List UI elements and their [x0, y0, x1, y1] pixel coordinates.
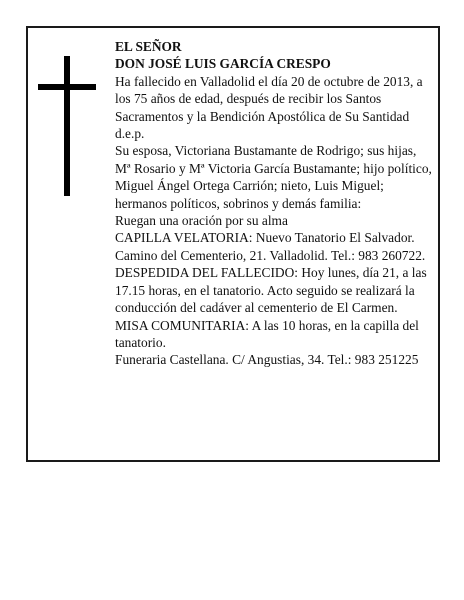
obituary-text	[115, 38, 433, 369]
farewell-paragraph: DESPEDIDA DEL FALLECIDO: Hoy lunes, día 21, a las 17.15 horas, en el tanatorio. Acto seguido se realizará la conducción del cadáver al cementerio de El Carmen.	[115, 265, 427, 316]
mass-paragraph: MISA COMUNITARIA: A las 10 horas, en la capilla del tanatorio.	[115, 317, 419, 350]
cross-icon	[64, 56, 70, 196]
cross-icon-bar	[38, 84, 96, 90]
prayer-line: Ruegan una oración por su alma	[115, 213, 288, 229]
deceased-name: DON JOSÉ LUIS GARCÍA CRESPO	[115, 56, 331, 72]
heading-title: EL SEÑOR	[115, 39, 182, 54]
chapel-paragraph: CAPILLA VELATORIA: Nuevo Tanatorio El Salvador. Camino del Cementerio, 21. Valladolid. Tel.: 983 260722.	[115, 230, 426, 263]
family-paragraph: Su esposa, Victoriana Bustamante de Rodrigo; sus hijas, Mª Rosario y Mª Victoria García Bustamante; hijo político, Miguel Ángel Ortega Carrión; nieto, Luis Miguel; hermanos políticos, sobrinos y demás familia:	[115, 143, 432, 211]
death-paragraph: Ha fallecido en Valladolid el día 20 de octubre de 2013, a los 75 años de edad, después de recibir los Santos Sacramentos y la Bendición Apostólica de Su Santidad d.e.p.	[115, 73, 423, 142]
funeral-home-paragraph: Funeraria Castellana. C/ Angustias, 34. Tel.: 983 251225	[115, 352, 419, 368]
